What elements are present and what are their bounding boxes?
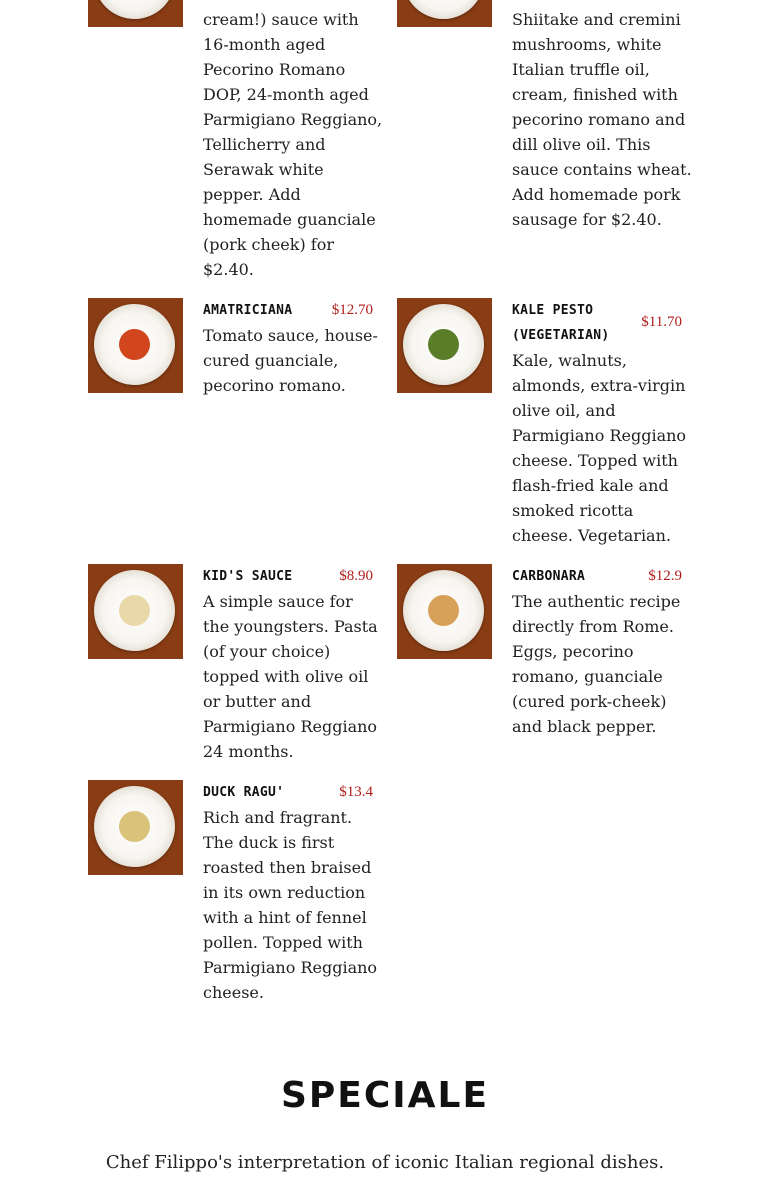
item-title: AMATRICIANA [203,303,293,318]
item-title: DUCK RAGU' [203,785,285,800]
item-description: cream!) sauce with 16-month aged Pecorino Romano DOP, 24-month aged Parmigiano Reggiano, Tellicherry and Serawak white pepper. Add homemade guanciale (pork cheek) for $2.40. [203,10,383,279]
plate-image [403,0,484,19]
plate-image [94,304,175,385]
plate-image [403,570,484,651]
item-description: Rich and fragrant. The duck is first roasted then braised in its own reduction with a hint of fennel pollen. Topped with Parmigiano Reggiano cheese. [203,808,378,1002]
dish-photo [88,298,183,393]
item-title: KID'S SAUCE [203,569,293,584]
dish-photo [397,0,492,27]
item-description: A simple sauce for the youngsters. Pasta (of your choice) topped with olive oil or butter and Parmigiano Reggiano 24 months. [203,592,378,761]
plate-image [94,0,175,19]
dish-photo [397,564,492,659]
dish-photo [88,780,183,875]
plate-image [94,786,175,867]
item-description: Shiitake and cremini mushrooms, white Italian truffle oil, cream, finished with pecorino romano and dill olive oil. This sauce contains wheat. Add homemade pork sausage for $2.40. [512,10,692,229]
dish-photo [88,0,183,27]
section-subtitle: Chef Filippo's interpretation of iconic Italian regional dishes. [105,1152,665,1173]
item-price: $12.9 [648,568,682,584]
section-heading: SPECIALE [280,1075,490,1116]
item-description: The authentic recipe directly from Rome. Eggs, pecorino romano, guanciale (cured pork-cheek) and black pepper. [512,592,681,736]
plate-image [403,304,484,385]
item-price: $8.90 [339,568,373,584]
item-title: KALE PESTO (VEGETARIAN) [512,303,610,343]
dish-photo [88,564,183,659]
item-price: $12.70 [331,302,373,318]
item-title: CARBONARA [512,569,586,584]
dish-photo [397,298,492,393]
item-price: $11.70 [641,314,682,330]
item-price: $13.4 [339,784,373,800]
item-description: Kale, walnuts, almonds, extra-virgin olive oil, and Parmigiano Reggiano cheese. Topped with flash-fried kale and smoked ricotta cheese. Vegetarian. [512,351,687,545]
plate-image [94,570,175,651]
item-description: Tomato sauce, house-cured guanciale, pecorino romano. [203,326,378,395]
